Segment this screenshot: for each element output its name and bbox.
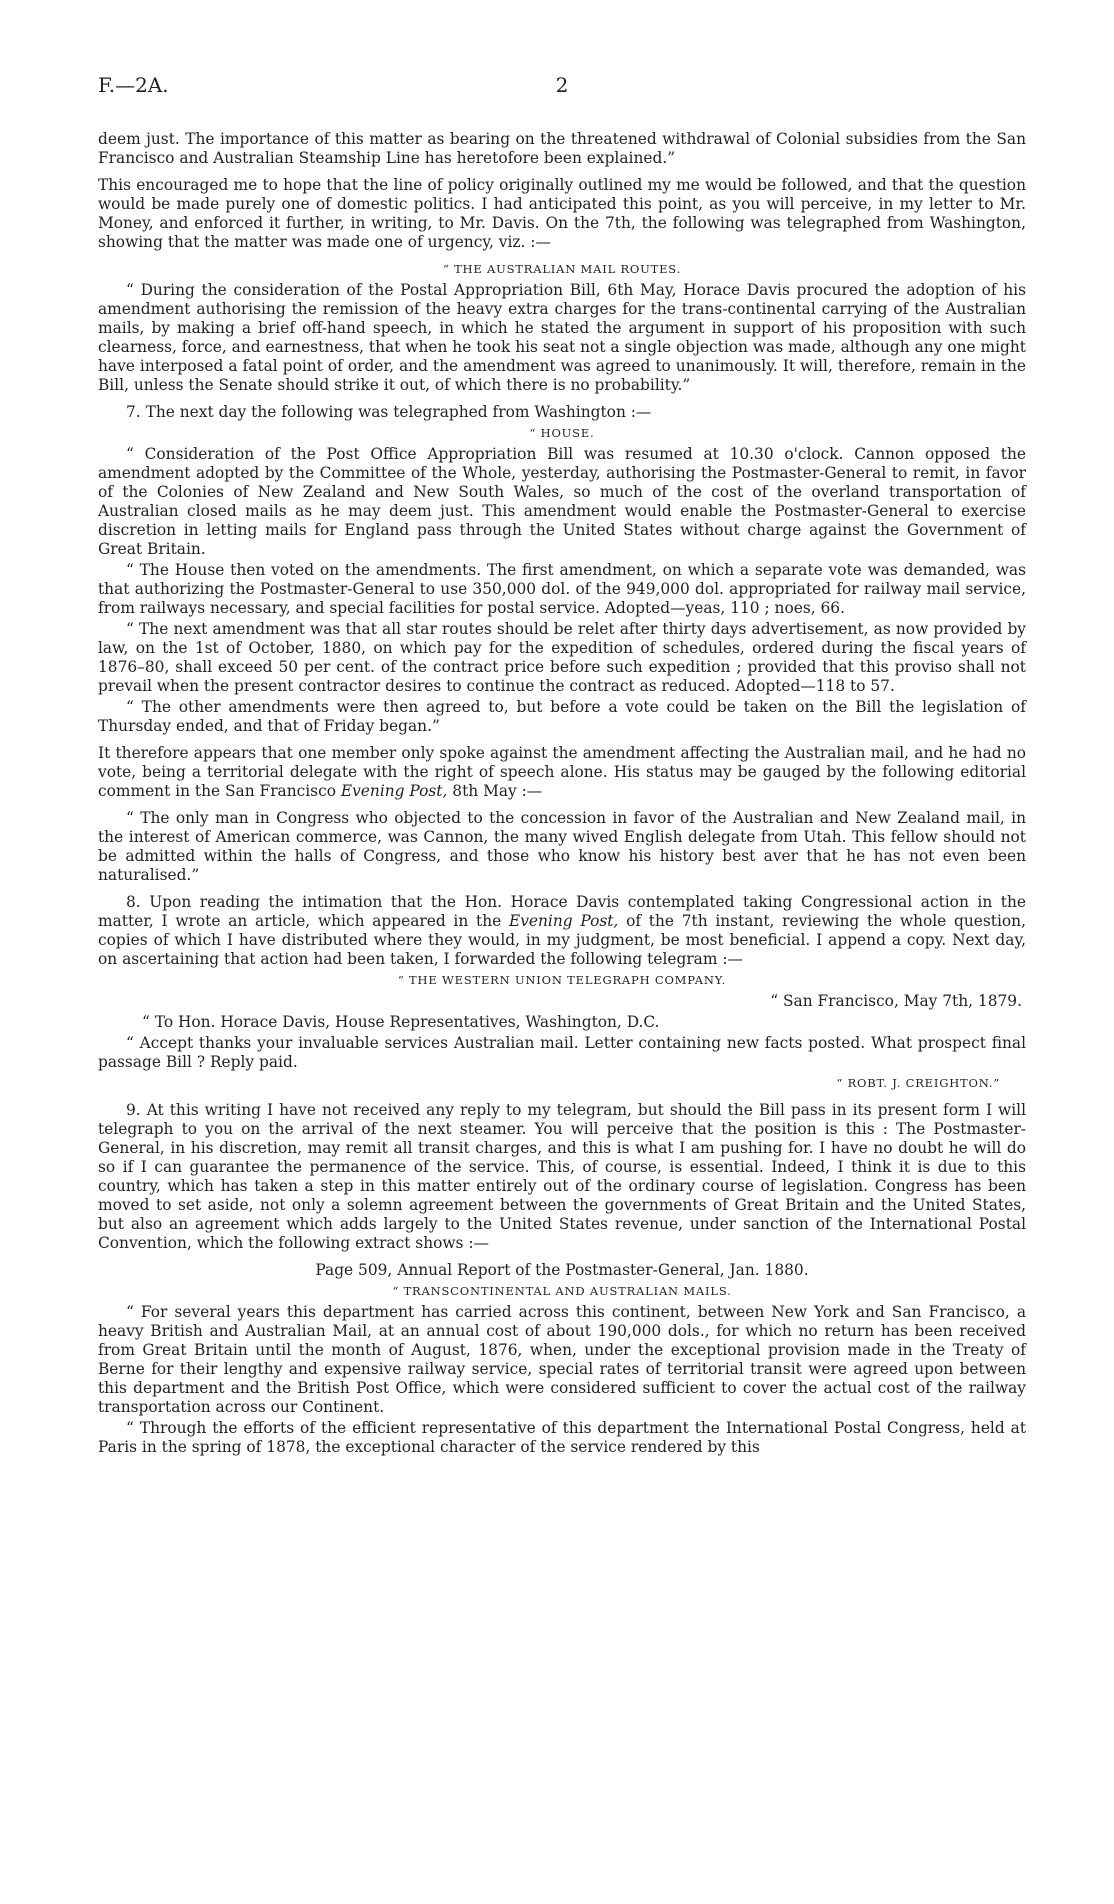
paragraph: “ The House then voted on the amendments. The first amendment, on which a separate vote was demanded, was that authorizing the Postmaster-General to use 350,000 dol. of the 949,000 dol. appropriated for railway mail service, from railways necessary, and special facilities for postal service. Adopted—yeas, 110 ; noes, 66. xyxy=(98,561,1026,617)
telegram-heading: “ THE WESTERN UNION TELEGRAPH COMPANY. xyxy=(397,973,727,987)
newspaper-title: Evening Post, xyxy=(340,782,448,800)
paragraph: 7. The next day the following was telegraphed from Washington :— xyxy=(126,403,652,421)
telegram-address: “ To Hon. Horace Davis, House Representatives, Washington, D.C. xyxy=(142,1013,660,1031)
paragraph: “ The other amendments were then agreed to, but before a vote could be taken on the Bill the legislation of Thursday ended, and that of Friday began.” xyxy=(98,698,1026,735)
section-heading: “ THE AUSTRALIAN MAIL ROUTES. xyxy=(442,262,682,276)
report-reference: Page 509, Annual Report of the Postmaster-General, Jan. 1880. xyxy=(315,1261,809,1279)
paragraph: “ During the consideration of the Postal Appropriation Bill, 6th May, Horace Davis procured the adoption of his amendment authorising the remission of the heavy extra charges for the trans-continental carrying of the Australian mails, by making a brief off-hand speech, in which he stated the argument in support of his proposition with such clearness, force, and earnestness, that when he took his seat not a single objection was made, although any one might have interposed a fatal point of order, and the amendment was agreed to unanimously. It will, therefore, remain in the Bill, unless the Senate should strike it out, of which there is no probability.” xyxy=(98,281,1026,394)
section-heading: “ TRANSCONTINENTAL AND AUSTRALIAN MAILS. xyxy=(392,1284,732,1298)
paragraph xyxy=(98,893,1026,969)
document-reference: F.—2A. xyxy=(98,73,169,97)
quotation: “ The only man in Congress who objected to the concession in favor of the Australian and New Zealand mail, in the interest of American commerce, was Cannon, the many wived English delegate from Utah. This fellow should not be admitted within the halls of Congress, and those who know his history best aver that he has not even been naturalised.” xyxy=(98,809,1026,884)
telegram-body: “ Accept thanks your invaluable services Australian mail. Letter containing new facts posted. What prospect final passage Bill ? Reply paid. xyxy=(98,1034,1026,1071)
paragraph: “ Consideration of the Post Office Appropriation Bill was resumed at 10.30 o'clock. Cannon opposed the amendment adopted by the Committee of the Whole, yesterday, authorising the Postmaster-General to remit, in favor of the Colonies of New Zealand and New South Wales, so much of the cost of the overland transportation of Australian closed mails as he may deem just. This amendment would enable the Postmaster-General to exercise discretion in letting mails for England pass through the United States without charge against the Government of Great Britain. xyxy=(98,445,1026,558)
paragraph-text: 8th May :— xyxy=(452,782,543,800)
paragraph-text: of the 7th instant, reviewing the whole question, copies of which I have distributed where they would, in my judgment, be most beneficial. I append a copy. Next day, on ascertaining that action had been taken, I forwarded the following telegram :— xyxy=(98,912,1026,968)
paragraph: 9. At this writing I have not received any reply to my telegram, but should the Bill pass in its present form I will telegraph to you on the arrival of the next steamer. You will perceive that the position is this : The Postmaster-General, in his discretion, may remit all transit charges, and this is what I am pushing for. I have no doubt he will do so if I can guarantee the permanence of the service. This, of course, is essential. Indeed, I think it is due to this country, which has taken a step in this matter entirely out of the ordinary course of legislation. Congress has been moved to set aside, not only a solemn agreement between the governments of Great Britain and the United States, but also an agreement which adds largely to the United States revenue, under sanction of the International Postal Convention, which the following extract shows :— xyxy=(98,1101,1026,1252)
page-number: 2 xyxy=(555,73,569,97)
section-heading: “ HOUSE. xyxy=(529,426,595,440)
paragraph-text: It therefore appears that one member only spoke against the amendment affecting the Australian mail, and he had no vote, being a territorial delegate with the right of speech alone. His status may be gauged by the following editorial comment in the San Francisco xyxy=(98,744,1026,800)
paragraph: This encouraged me to hope that the line of policy originally outlined my me would be followed, and that the question would be made purely one of domestic politics. I had anticipated this point, as you will perceive, in my letter to Mr. Money, and enforced it further, in writing, to Mr. Davis. On the 7th, the following was telegraphed from Washington, showing that the matter was made one of urgency, viz. :— xyxy=(98,176,1026,251)
document-body xyxy=(98,130,1026,1459)
paragraph xyxy=(98,744,1026,801)
page-header xyxy=(98,73,1026,102)
paragraph: “ For several years this department has carried across this continent, between New York and San Francisco, a heavy British and Australian Mail, at an annual cost of about 190,000 dols., for which no return has been received from Great Britain until the month of August, 1876, when, under the exceptional provision made in the Treaty of Berne for their lengthy and expensive railway service, special rates of territorial transit were agreed upon between this department and the British Post Office, which were considered sufficient to cover the actual cost of the railway transportation across our Continent. xyxy=(98,1303,1026,1416)
paragraph: “ The next amendment was that all star routes should be relet after thirty days advertisement, as now provided by law, on the 1st of October, 1880, on which pay for the expedition of schedules, ordered during the fiscal years of 1876–80, shall exceed 50 per cent. of the contract price before such expedition ; provided that this proviso shall not prevail when the present contractor desires to continue the contract as reduced. Adopted—118 to 57. xyxy=(98,620,1026,695)
signature: “ ROBT. J. CREIGHTON.” xyxy=(836,1076,1000,1090)
paragraph-text: 8. Upon reading the intimation that the Hon. Horace Davis contemplated taking Congressional action in the matter, I wrote an article, which appeared in the xyxy=(98,893,1026,930)
telegram-dateline: “ San Francisco, May 7th, 1879. xyxy=(770,992,1022,1010)
paragraph: “ Through the efforts of the efficient representative of this department the International Postal Congress, held at Paris in the spring of 1878, the exceptional character of the service rendered by this xyxy=(98,1419,1026,1456)
paragraph: deem just. The importance of this matter as bearing on the threatened withdrawal of Colonial subsidies from the San Francisco and Australian Steamship Line has heretofore been explained.” xyxy=(98,130,1026,167)
newspaper-title: Evening Post, xyxy=(508,912,619,930)
